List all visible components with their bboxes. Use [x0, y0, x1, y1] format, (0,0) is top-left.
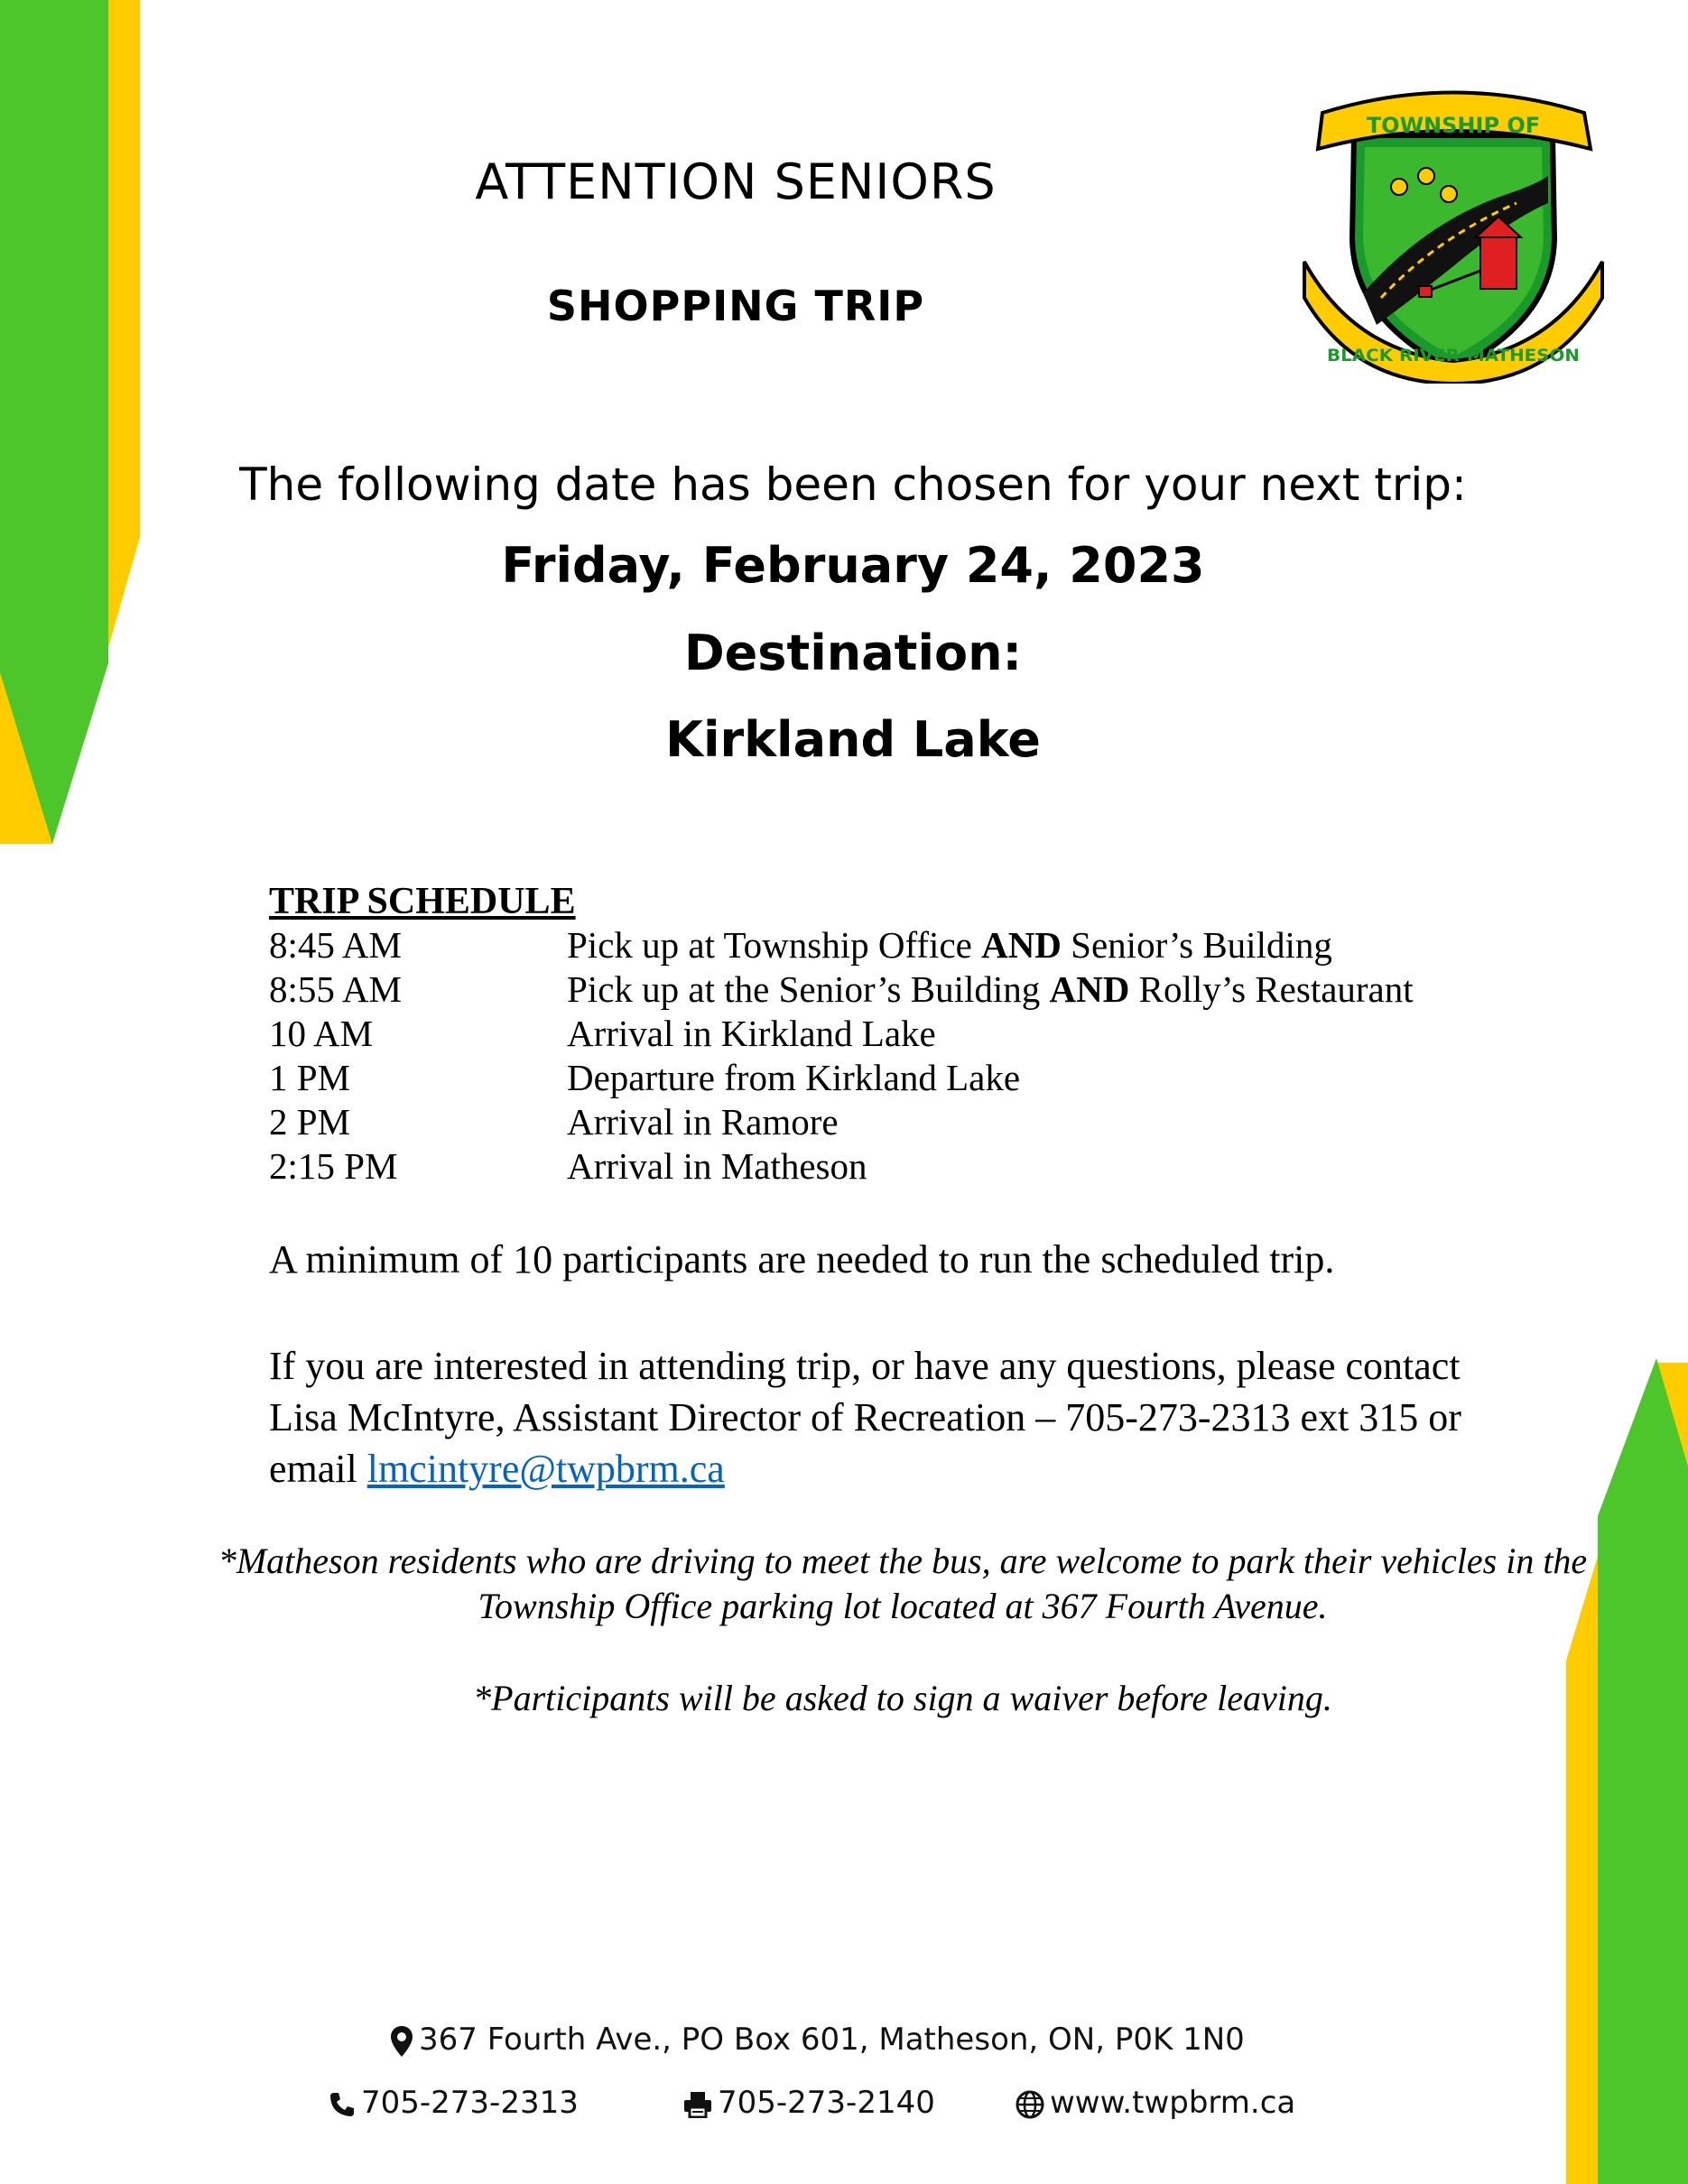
schedule-row: [269, 1056, 1533, 1100]
footer-fax: [683, 2085, 935, 2121]
schedule-event: Arrival in Ramore: [567, 1101, 839, 1143]
right-green-stripe: [1598, 1358, 1688, 2184]
schedule-time: 8:45 AM: [269, 924, 402, 966]
email-link[interactable]: lmcintyre@twpbrm.ca: [366, 1447, 725, 1491]
phone-icon: [329, 2091, 356, 2118]
parking-note: *Matheson residents who are driving to meet the bus, are welcome to park their vehicles in the Township Office parking lot located at 367 Fourth Avenue.: [218, 1541, 1588, 1626]
svg-text:BLACK RIVER-MATHESON: BLACK RIVER-MATHESON: [1327, 346, 1580, 366]
schedule-event: Departure from Kirkland Lake: [567, 1057, 1021, 1098]
trip-schedule: [269, 880, 1533, 1189]
address-text: 367 Fourth Ave., PO Box 601, Matheson, ON, P0K 1N0: [419, 2022, 1245, 2058]
footer-website: [1016, 2085, 1295, 2121]
page-subtitle: SHOPPING TRIP: [546, 282, 925, 330]
globe-icon: [1016, 2090, 1044, 2119]
map-pin-icon: [390, 2025, 413, 2058]
schedule-event: Pick up at Township Office AND Senior’s Building: [567, 924, 1332, 966]
township-logo: [1300, 86, 1607, 384]
schedule-time: 8:55 AM: [269, 968, 402, 1010]
phone-text: 705-273-2313: [361, 2085, 579, 2121]
schedule-row: [269, 1100, 1533, 1144]
waiver-note: *Participants will be asked to sign a waiver before leaving.: [473, 1678, 1332, 1718]
fax-text: 705-273-2140: [718, 2085, 935, 2121]
schedule-row: [269, 1012, 1533, 1056]
footer-phone: [329, 2085, 579, 2121]
svg-text:TOWNSHIP OF: TOWNSHIP OF: [1366, 113, 1541, 138]
fax-icon: [683, 2091, 712, 2118]
footer-address: [390, 2022, 1245, 2058]
schedule-row: [269, 1144, 1533, 1189]
schedule-event: Arrival in Matheson: [567, 1145, 867, 1187]
schedule-row: [269, 923, 1533, 967]
intro-text: The following date has been chosen for your next trip:: [239, 458, 1467, 511]
schedule-time: 1 PM: [269, 1057, 351, 1098]
minimum-participants-note: A minimum of 10 participants are needed to run the scheduled trip.: [269, 1237, 1335, 1282]
contact-text: If you are interested in attending trip, or have any questions, please contact Lisa McIntyre, Assistant Director of Recreation – 705-273-2313 ext 315 or email: [269, 1344, 1461, 1491]
schedule-event: Arrival in Kirkland Lake: [567, 1013, 936, 1054]
destination-value: Kirkland Lake: [665, 711, 1041, 768]
website-text[interactable]: www.twpbrm.ca: [1050, 2085, 1296, 2121]
destination-label: Destination:: [683, 625, 1023, 681]
schedule-event: Pick up at the Senior’s Building AND Rolly’s Restaurant: [567, 968, 1414, 1010]
schedule-row: [269, 967, 1533, 1012]
schedule-heading: TRIP SCHEDULE: [269, 881, 576, 922]
trip-date: Friday, February 24, 2023: [501, 537, 1205, 594]
schedule-time: 2:15 PM: [269, 1145, 398, 1187]
schedule-time: 2 PM: [269, 1101, 351, 1143]
contact-paragraph: [269, 1340, 1515, 1495]
schedule-time: 10 AM: [269, 1013, 374, 1054]
page-title: ATTENTION SENIORS: [475, 153, 997, 210]
